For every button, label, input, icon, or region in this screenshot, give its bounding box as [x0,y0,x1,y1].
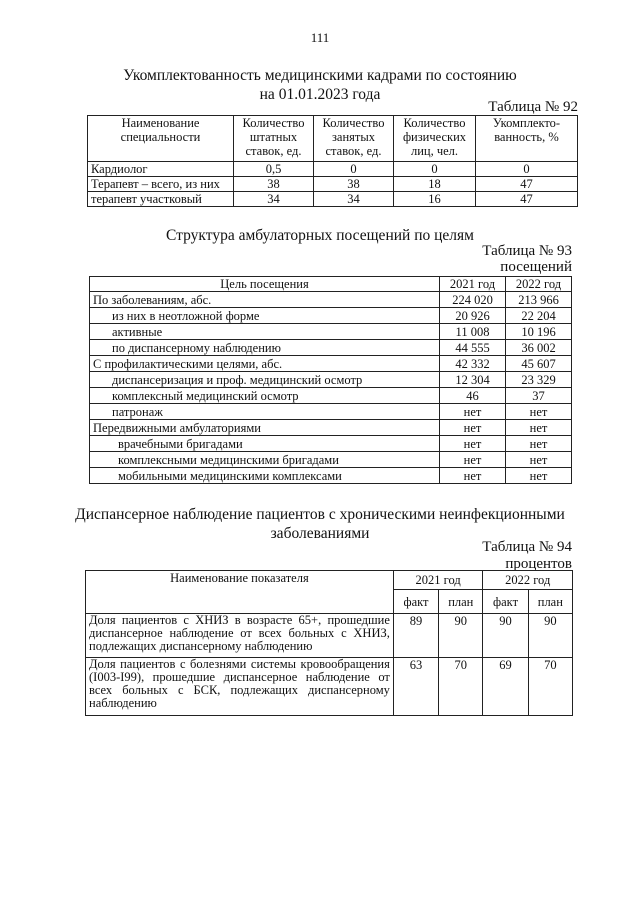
table-row [90,324,572,340]
table-row [90,372,572,388]
table93-header-row [90,277,572,292]
table-cell: нет [440,468,506,484]
table-cell: 22 204 [506,308,572,324]
table-row [86,614,573,658]
table-cell: 16 [394,192,476,207]
table94 [85,570,573,716]
table-cell: Кардиолог [88,162,234,177]
table-cell: 37 [506,388,572,404]
table-row [90,340,572,356]
table92-label: Таблица № 92 [488,99,578,115]
table-row [90,308,572,324]
table-cell: 42 332 [440,356,506,372]
table-cell: комплексными медицинскими бригадами [90,452,440,468]
table-cell: нет [506,468,572,484]
table93-unit: посещений [500,259,572,275]
table-cell: нет [440,436,506,452]
table-cell: 90 [439,614,483,658]
table-cell: 70 [439,658,483,716]
table-cell: Передвижными амбулаториями [90,420,440,436]
table94-title-line2: заболеваниями [270,525,370,542]
table92-title-line1: Укомплектованность медицинскими кадрами по состоянию [123,67,517,84]
table94-year-cell: 2021 год [393,571,483,590]
table-cell: 23 329 [506,372,572,388]
table-cell: нет [506,436,572,452]
table-cell: мобильными медицинскими комплексами [90,468,440,484]
table-cell: 90 [528,614,572,658]
table94-unit: процентов [505,556,572,572]
table92-header-cell: Количество занятых ставок, ед. [314,116,394,162]
table-cell: 45 607 [506,356,572,372]
table-cell: 0 [314,162,394,177]
table93-title: Структура амбулаторных посещений по целям [166,227,474,244]
table93-body [90,292,572,484]
table94-year-cell: 2022 год [483,571,573,590]
table-cell: из них в неотложной форме [90,308,440,324]
table-row [88,192,578,207]
table-cell: 36 002 [506,340,572,356]
table-row [88,162,578,177]
table92-header-row [88,116,578,162]
table-cell: 11 008 [440,324,506,340]
table94-title-line1: Диспансерное наблюдение пациентов с хроническими неинфекционными [75,506,565,523]
table-cell: нет [440,452,506,468]
table-cell: С профилактическими целями, абс. [90,356,440,372]
table-cell: 70 [528,658,572,716]
table93-header-cell: 2021 год [440,277,506,292]
table-cell: 38 [314,177,394,192]
table-cell: 34 [234,192,314,207]
table94-subheader-cell: факт [483,590,528,614]
table-cell: 38 [234,177,314,192]
table-row [88,177,578,192]
table-cell: 20 926 [440,308,506,324]
table-cell: диспансеризация и проф. медицинский осмотр [90,372,440,388]
table-cell: 47 [476,177,578,192]
table-row [90,404,572,420]
table-cell: по диспансерному наблюдению [90,340,440,356]
table-cell: Доля пациентов с болезнями системы кровообращения (I003-I99), прошедшие диспансерное наблюдение от всех больных с БСК, подлежащих диспансерному наблюдению [86,658,394,716]
table-cell: активные [90,324,440,340]
table94-header-cell: Наименование показателя [86,571,394,614]
table-row [90,388,572,404]
table-row [90,452,572,468]
table-row [90,468,572,484]
table93-label: Таблица № 93 [482,243,572,259]
table-row [90,420,572,436]
table-cell: Терапевт – всего, из них [88,177,234,192]
table-cell: 46 [440,388,506,404]
table94-label: Таблица № 94 [482,539,572,555]
table92-header-cell: Укомплекто-ванность, % [476,116,578,162]
table-cell: 224 020 [440,292,506,308]
table92-header-cell: Количество штатных ставок, ед. [234,116,314,162]
table-cell: врачебными бригадами [90,436,440,452]
table93 [89,276,572,484]
table94-subheader-cell: факт [393,590,438,614]
page-number: 111 [310,30,330,45]
table-cell: патронаж [90,404,440,420]
table-cell: 18 [394,177,476,192]
table-cell: терапевт участковый [88,192,234,207]
table-cell: нет [506,452,572,468]
table-cell: нет [506,404,572,420]
table-cell: 63 [393,658,438,716]
table-cell: 34 [314,192,394,207]
table93-header-cell: 2022 год [506,277,572,292]
table-cell: 89 [393,614,438,658]
table92 [87,115,578,207]
table-cell: 12 304 [440,372,506,388]
table-row [90,436,572,452]
table-cell: Доля пациентов с ХНИЗ в возрасте 65+, прошедшие диспансерное наблюдение от всех больных с ХНИЗ, подлежащих диспансерному наблюдению [86,614,394,658]
table-row [90,292,572,308]
table-cell: нет [440,420,506,436]
table-cell: 0 [394,162,476,177]
table-cell: 213 966 [506,292,572,308]
table-row [90,356,572,372]
table94-subheader-cell: план [528,590,572,614]
table-cell: нет [440,404,506,420]
table-cell: 47 [476,192,578,207]
table-cell: 44 555 [440,340,506,356]
table92-header-cell: Наименование специальности [88,116,234,162]
table92-title-line2: на 01.01.2023 года [259,86,381,103]
table-cell: 90 [483,614,528,658]
table-cell: комплексный медицинский осмотр [90,388,440,404]
table-cell: По заболеваниям, абс. [90,292,440,308]
table-cell: нет [506,420,572,436]
table94-title [40,505,600,543]
table93-header-cell: Цель посещения [90,277,440,292]
table-cell: 0,5 [234,162,314,177]
table-row [86,658,573,716]
table-cell: 10 196 [506,324,572,340]
table94-header-row [86,571,573,590]
table-cell: 0 [476,162,578,177]
table-cell: 69 [483,658,528,716]
table92-header-cell: Количество физических лиц, чел. [394,116,476,162]
table94-subheader-cell: план [439,590,483,614]
